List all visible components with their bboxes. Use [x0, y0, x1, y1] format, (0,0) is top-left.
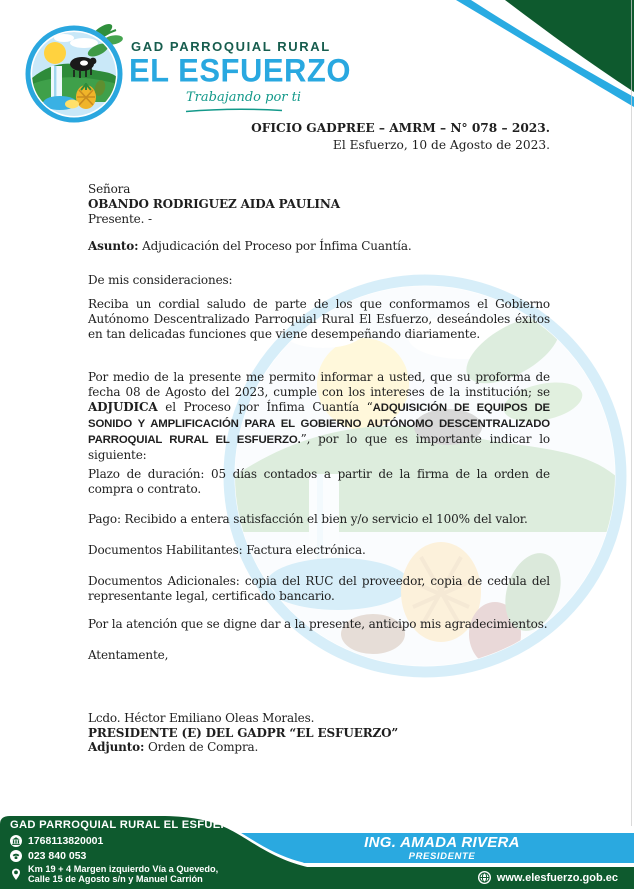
farewell-line: Atentamente, [88, 648, 169, 662]
recipient-block [88, 182, 550, 227]
footer-address-row [10, 865, 218, 884]
reference-block [88, 120, 550, 154]
date-line: El Esfuerzo, 10 de Agosto de 2023. [332, 138, 550, 152]
plazo-paragraph: Plazo de duración: 05 días contados a partir de la firma de la orden de compra o contrato. [88, 467, 550, 496]
footer [0, 810, 634, 889]
footer-phone-row [10, 850, 86, 862]
green-corner-wedge [505, 0, 634, 92]
org-logo [24, 22, 124, 122]
attachment-line [88, 740, 550, 755]
official-title: PRESIDENTE [408, 851, 476, 862]
documentos-habilitantes-line: Documentos Habilitantes: Factura electrónica. [88, 543, 366, 557]
cyan-ribbon-stripe [456, 0, 634, 107]
subject-line [88, 239, 550, 254]
footer-address-line2: Calle 15 de Agosto s/n y Manuel Carrión [28, 873, 203, 884]
footer-ruc-row [10, 835, 103, 847]
org-name-line2: EL ESFUERZO [129, 52, 351, 89]
org-tagline: Trabajando por ti [186, 90, 302, 105]
attachment-text: Orden de Compra. [144, 740, 259, 754]
footer-official-block [250, 834, 634, 862]
adjudication-run-2: ADJUDICA [88, 400, 158, 414]
globe-icon [478, 871, 491, 884]
closing-thanks-line: Por la atención que se digne dar a la presente, anticipo mis agradecimientos. [88, 617, 548, 631]
recipient-salutation: Señora [88, 182, 131, 196]
adjudication-run-5: ”, por lo que es importante indicar lo siguiente: [88, 432, 550, 462]
phone-icon [10, 850, 22, 862]
subject-label: Asunto: [88, 239, 139, 253]
footer-website: www.elesfuerzo.gob.ec [496, 871, 618, 884]
recipient-presence: Presente. - [88, 212, 152, 226]
tagline-swash [184, 107, 284, 113]
subject-text: Adjudicación del Proceso por Ínfima Cuantía. [138, 239, 412, 253]
page-scan-edge [631, 0, 633, 826]
documentos-adicionales-paragraph: Documentos Adicionales: copia del RUC del proveedor, copia de cedula del representante legal, certificado bancario. [88, 574, 550, 603]
adjudication-paragraph [88, 370, 550, 463]
institution-icon [10, 835, 22, 847]
org-name-line1: GAD PARROQUIAL RURAL [131, 39, 331, 54]
intro-paragraph: Reciba un cordial saludo de parte de los que conformamos el Gobierno Autónomo Descentralizado Parroquial Rural El Esfuerzo, deseándoles éxitos en tan delicadas funciones que viene desempeñando diariamente. [88, 297, 550, 341]
footer-website-row [478, 871, 618, 884]
adjudication-run-1: Por medio de la presente me permito informar a usted, que su proforma de fecha 08 de Agosto del 2023, cumple con los intereses de la institución; se [88, 370, 550, 399]
signer-title: PRESIDENTE (E) DEL GADPR “EL ESFUERZO” [88, 725, 399, 740]
attachment-label: Adjunto: [88, 740, 145, 754]
footer-org-name: GAD PARROQUIAL RURAL EL ESFUERZO [10, 819, 246, 831]
footer-phone: 023 840 053 [28, 850, 87, 862]
adjudication-run-4: ADQUISICIÓN DE EQUIPOS DE SONIDO Y AMPLIFICACIÓN PARA EL GOBIERNO AUTÓNOMO DESCENTRALIZADO PARROQUIAL RURAL EL ESFUERZO. [88, 402, 550, 446]
footer-ruc: 1768113820001 [28, 835, 104, 847]
footer-address-line1: Km 19 + 4 Margen izquierdo Vía a Quevedo, [28, 864, 219, 874]
signature-block [88, 711, 550, 755]
signer-name: Lcdo. Héctor Emiliano Oleas Morales. [88, 711, 315, 725]
location-pin-icon [10, 868, 22, 881]
official-name: ING. AMADA RIVERA [364, 834, 520, 851]
greeting-line: De mis consideraciones: [88, 273, 233, 287]
oficio-number: OFICIO GADPREE – AMRM – N° 078 – 2023. [251, 121, 550, 135]
recipient-name: OBANDO RODRIGUEZ AIDA PAULINA [88, 197, 340, 211]
footer-address [28, 865, 218, 884]
adjudication-run-3: el Proceso por Ínfima Cuantía “ [157, 400, 373, 414]
pago-paragraph: Pago: Recibido a entera satisfacción el bien y/o servicio el 100% del valor. [88, 512, 528, 526]
